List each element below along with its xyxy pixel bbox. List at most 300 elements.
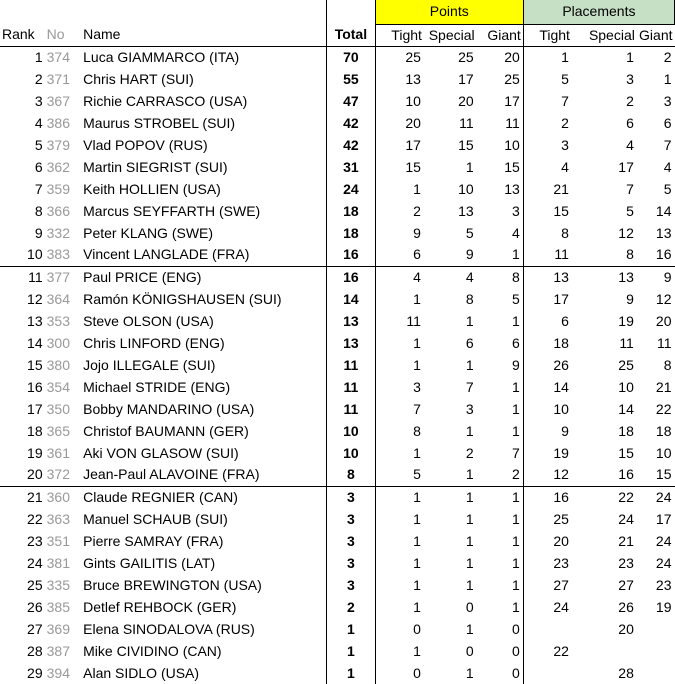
points-tight-cell: 3 (413, 378, 421, 395)
placements-tight-cell: 18 (553, 334, 569, 351)
results-body (0, 46, 675, 684)
total-cell: 2 (327, 596, 376, 618)
total-cell: 31 (327, 156, 376, 178)
placements-special-cell: 9 (626, 290, 634, 307)
placements-special-cell: 3 (626, 70, 634, 87)
table-row (0, 574, 675, 596)
placements-group-header: Placements (523, 0, 674, 24)
placements-special-cell: 27 (618, 576, 634, 593)
rank-cell: 3 (34, 92, 43, 109)
points-giant-cell: 1 (477, 398, 524, 420)
points-special-cell: 15 (458, 136, 474, 153)
total-cell: 1 (327, 618, 376, 640)
placements-special-cell: 1 (626, 48, 634, 65)
total-cell: 70 (327, 46, 376, 68)
table-row (0, 156, 675, 178)
placements-tight-cell: 26 (553, 356, 569, 373)
points-tight-cell: 1 (413, 356, 421, 373)
points-special-cell: 6 (465, 334, 474, 351)
total-cell: 3 (327, 530, 376, 552)
placements-special-cell: 22 (618, 488, 634, 505)
placements-giant-cell: 24 (655, 488, 672, 505)
table-row (0, 596, 675, 618)
points-special-cell: 17 (458, 70, 474, 87)
name-cell: Bobby MANDARINO (USA) (83, 400, 255, 417)
points-giant-cell: 6 (477, 332, 524, 354)
name-cell: Bruce BREWINGTON (USA) (83, 576, 262, 593)
name-cell: Michael STRIDE (ENG) (83, 378, 231, 395)
points-special-cell: 10 (458, 180, 474, 197)
total-cell: 11 (327, 398, 376, 420)
points-special-cell: 1 (465, 158, 474, 175)
placements-special-cell: 24 (618, 510, 634, 527)
name-cell: Maurus STROBEL (SUI) (83, 114, 236, 131)
no-cell: 374 (46, 48, 70, 65)
rank-cell: 17 (27, 400, 43, 417)
placements-special-header: Special (572, 24, 637, 46)
name-cell: Vincent LANGLADE (FRA) (81, 244, 326, 266)
placements-giant-cell: 13 (655, 224, 672, 241)
name-cell: Gints GAILITIS (LAT) (83, 554, 216, 571)
points-special-cell: 13 (458, 202, 474, 219)
points-special-cell: 0 (465, 598, 474, 615)
points-special-cell: 1 (465, 510, 474, 527)
placements-giant-cell: 3 (663, 92, 672, 109)
placements-special-cell (572, 640, 637, 662)
points-tight-cell: 25 (405, 48, 421, 65)
table-row (0, 354, 675, 376)
no-cell: 362 (46, 158, 70, 175)
total-cell: 8 (327, 464, 376, 486)
total-cell: 3 (327, 552, 376, 574)
no-cell: 387 (46, 642, 70, 659)
table-row (0, 376, 675, 398)
name-cell: Manuel SCHAUB (SUI) (83, 510, 228, 527)
total-cell: 13 (327, 310, 376, 332)
name-cell: Jean-Paul ALAVOINE (FRA) (81, 464, 326, 486)
placements-tight-cell: 5 (561, 70, 569, 87)
placements-special-cell: 17 (618, 158, 634, 175)
rank-cell: 6 (34, 158, 43, 175)
placements-giant-cell: 9 (663, 268, 672, 285)
total-header: Total (327, 24, 376, 46)
placements-special-cell: 2 (626, 92, 634, 109)
name-cell: Steve OLSON (USA) (83, 312, 214, 329)
rank-cell: 25 (27, 576, 43, 593)
rank-cell: 1 (34, 48, 43, 65)
name-cell: Alan SIDLO (USA) (83, 664, 200, 681)
points-tight-cell: 13 (405, 70, 421, 87)
points-tight-cell: 11 (406, 312, 421, 329)
points-tight-cell: 5 (375, 464, 424, 486)
points-giant-cell: 15 (477, 156, 524, 178)
placements-tight-header: Tight (523, 24, 572, 46)
points-tight-cell: 1 (413, 334, 421, 351)
rank-cell: 20 (0, 464, 45, 486)
points-special-cell: 25 (458, 48, 474, 65)
placements-giant-cell: 24 (655, 532, 672, 549)
placements-tight-cell: 14 (553, 378, 569, 395)
table-row (0, 244, 675, 266)
no-cell: 394 (46, 664, 70, 681)
points-tight-cell: 1 (413, 290, 421, 307)
table-row (0, 46, 675, 68)
total-cell: 47 (327, 90, 376, 112)
table-row (0, 442, 675, 464)
placements-tight-cell: 7 (561, 92, 569, 109)
placements-tight-cell: 21 (553, 180, 569, 197)
no-cell: 367 (46, 92, 70, 109)
total-cell: 3 (327, 574, 376, 596)
points-giant-cell: 5 (477, 288, 524, 310)
name-cell: Luca GIAMMARCO (ITA) (83, 48, 240, 65)
placements-special-cell: 25 (618, 356, 634, 373)
rank-cell: 27 (27, 620, 43, 637)
rank-cell: 13 (27, 312, 43, 329)
points-tight-cell: 1 (413, 532, 421, 549)
name-cell: Aki VON GLASOW (SUI) (83, 444, 239, 461)
points-giant-cell: 2 (477, 464, 524, 486)
placements-giant-cell: 8 (663, 356, 672, 373)
no-cell: 360 (46, 488, 70, 505)
placements-tight-cell: 25 (553, 510, 569, 527)
table-row (0, 486, 675, 508)
points-giant-cell: 1 (477, 244, 524, 266)
placements-giant-cell: 21 (655, 378, 672, 395)
points-giant-cell: 0 (477, 662, 524, 684)
points-giant-cell: 1 (477, 596, 524, 618)
points-special-cell: 3 (465, 400, 474, 417)
total-cell: 16 (327, 266, 376, 288)
rank-cell: 18 (27, 422, 43, 439)
placements-giant-cell: 18 (655, 422, 672, 439)
points-giant-cell: 17 (477, 90, 524, 112)
total-cell: 14 (327, 288, 376, 310)
no-cell: 371 (46, 70, 70, 87)
points-giant-cell: 20 (477, 46, 524, 68)
no-cell: 380 (46, 356, 70, 373)
no-cell: 350 (46, 400, 70, 417)
no-cell: 351 (46, 532, 70, 549)
points-special-cell: 9 (424, 244, 477, 266)
placements-tight-cell: 3 (561, 136, 569, 153)
rank-cell: 8 (34, 202, 43, 219)
name-cell: Martin SIEGRIST (SUI) (83, 158, 228, 175)
rank-cell: 26 (27, 598, 43, 615)
no-cell: 372 (45, 464, 82, 486)
table-row (0, 68, 675, 90)
no-cell: 381 (46, 554, 70, 571)
name-cell: Paul PRICE (ENG) (83, 268, 202, 285)
name-cell: Richie CARRASCO (USA) (83, 92, 248, 109)
rank-cell: 5 (34, 136, 43, 153)
points-tight-cell: 7 (413, 400, 421, 417)
table-row (0, 134, 675, 156)
name-cell: Chris HART (SUI) (83, 70, 194, 87)
total-cell: 11 (327, 376, 376, 398)
table-row (0, 618, 675, 640)
table-row (0, 662, 675, 684)
points-special-cell: 1 (465, 664, 474, 681)
total-cell: 1 (327, 640, 376, 662)
table-row (0, 288, 675, 310)
points-special-cell: 0 (465, 642, 474, 659)
rank-cell: 29 (27, 664, 43, 681)
placements-tight-cell: 17 (553, 290, 569, 307)
placements-tight-cell: 27 (553, 576, 569, 593)
name-cell: Mike CIVIDINO (CAN) (83, 642, 222, 659)
points-special-cell: 1 (465, 576, 474, 593)
placements-tight-cell: 15 (553, 202, 569, 219)
table-row (0, 530, 675, 552)
points-special-cell: 4 (465, 268, 474, 285)
rank-cell: 12 (27, 290, 43, 307)
points-giant-cell: 1 (477, 508, 524, 530)
total-cell: 24 (327, 178, 376, 200)
points-tight-cell: 1 (413, 488, 421, 505)
points-giant-cell: 1 (477, 420, 524, 442)
placements-special-cell: 14 (618, 400, 634, 417)
points-giant-cell: 13 (477, 178, 524, 200)
name-cell: Ramón KÖNIGSHAUSEN (SUI) (83, 290, 282, 307)
table-row (0, 398, 675, 420)
no-cell: 332 (46, 224, 70, 241)
table-row (0, 222, 675, 244)
table-row (0, 178, 675, 200)
table-row (0, 552, 675, 574)
rank-cell: 4 (34, 114, 43, 131)
name-cell: Vlad POPOV (RUS) (83, 136, 208, 153)
placements-special-cell: 15 (618, 444, 634, 461)
placements-giant-cell: 22 (655, 400, 672, 417)
placements-giant-cell: 11 (656, 334, 672, 351)
placements-giant-cell: 20 (655, 312, 672, 329)
points-tight-cell: 6 (375, 244, 424, 266)
total-cell: 42 (327, 112, 376, 134)
placements-tight-cell: 4 (561, 158, 569, 175)
points-tight-cell: 0 (413, 664, 421, 681)
rank-cell: 15 (27, 356, 43, 373)
points-giant-cell: 1 (477, 552, 524, 574)
rank-cell: 19 (27, 444, 43, 461)
points-group-header: Points (375, 0, 523, 24)
points-giant-cell: 1 (477, 376, 524, 398)
placements-giant-cell: 10 (655, 444, 672, 461)
name-cell: Jojo ILLEGALE (SUI) (83, 356, 216, 373)
points-giant-cell: 1 (477, 530, 524, 552)
points-special-cell: 1 (465, 356, 474, 373)
points-special-cell: 7 (465, 378, 474, 395)
no-cell: 385 (46, 598, 70, 615)
placements-giant-cell: 19 (655, 598, 672, 615)
table-row (0, 200, 675, 222)
name-cell: Detlef REHBOCK (GER) (83, 598, 237, 615)
placements-giant-cell: 1 (663, 70, 672, 87)
rank-cell: 7 (34, 180, 43, 197)
points-giant-cell: 1 (477, 486, 524, 508)
placements-special-cell: 16 (572, 464, 637, 486)
table-row (0, 266, 675, 288)
placements-giant-cell: 24 (655, 554, 672, 571)
placements-giant-cell: 5 (663, 180, 672, 197)
name-cell: Chris LINFORD (ENG) (83, 334, 225, 351)
points-special-cell: 20 (458, 92, 474, 109)
no-cell: 361 (46, 444, 70, 461)
placements-special-cell: 19 (618, 312, 634, 329)
total-cell: 10 (327, 420, 376, 442)
total-cell: 3 (327, 508, 376, 530)
placements-special-cell: 21 (618, 532, 634, 549)
placements-tight-cell: 6 (561, 312, 569, 329)
points-giant-cell: 9 (477, 354, 524, 376)
placements-special-cell: 26 (618, 598, 634, 615)
points-tight-cell: 15 (405, 158, 421, 175)
points-tight-cell: 1 (413, 510, 421, 527)
points-tight-cell: 17 (405, 136, 421, 153)
points-special-cell: 1 (465, 554, 474, 571)
rank-cell: 16 (27, 378, 43, 395)
name-cell: Christof BAUMANN (GER) (83, 422, 249, 439)
no-cell: 365 (46, 422, 70, 439)
placements-giant-cell: 17 (655, 510, 672, 527)
placements-tight-cell: 11 (523, 244, 572, 266)
points-special-cell: 8 (465, 290, 474, 307)
points-tight-header: Tight (375, 24, 424, 46)
points-special-cell: 1 (465, 532, 474, 549)
table-row (0, 332, 675, 354)
no-cell: 377 (46, 268, 70, 285)
points-giant-cell: 10 (477, 134, 524, 156)
rank-cell: 23 (27, 532, 43, 549)
points-special-cell: 2 (465, 444, 474, 461)
placements-tight-cell: 24 (553, 598, 569, 615)
placements-special-cell: 20 (618, 620, 634, 637)
placements-giant-header: Giant (637, 24, 675, 46)
points-giant-cell: 4 (477, 222, 524, 244)
points-tight-cell: 4 (413, 268, 421, 285)
placements-tight-cell: 8 (561, 224, 569, 241)
rank-cell: 2 (34, 70, 43, 87)
table-row (0, 420, 675, 442)
placements-special-cell: 10 (618, 378, 634, 395)
points-tight-cell: 8 (413, 422, 421, 439)
points-special-header: Special (424, 24, 477, 46)
placements-tight-cell: 23 (553, 554, 569, 571)
placements-special-cell: 13 (618, 268, 634, 285)
name-cell: Marcus SEYFFARTH (SWE) (83, 202, 261, 219)
table-row (0, 112, 675, 134)
no-cell: 369 (46, 620, 70, 637)
table-row (0, 508, 675, 530)
rank-cell: 11 (28, 268, 43, 285)
placements-giant-cell: 15 (637, 464, 675, 486)
rank-cell: 10 (0, 244, 45, 266)
points-giant-cell: 7 (477, 442, 524, 464)
placements-tight-cell: 2 (561, 114, 569, 131)
name-cell: Peter KLANG (SWE) (83, 224, 214, 241)
placements-special-cell: 28 (618, 664, 634, 681)
placements-special-cell: 5 (626, 202, 634, 219)
rank-cell: 21 (27, 488, 43, 505)
total-cell: 18 (327, 222, 376, 244)
total-cell: 55 (327, 68, 376, 90)
placements-tight-cell: 20 (553, 532, 569, 549)
points-special-cell: 1 (465, 488, 474, 505)
points-giant-cell: 11 (477, 112, 524, 134)
placements-tight-cell: 16 (553, 488, 569, 505)
no-cell: 363 (46, 510, 70, 527)
group-header-row (0, 0, 675, 24)
name-cell: Pierre SAMRAY (FRA) (83, 532, 224, 549)
no-cell: 386 (46, 114, 70, 131)
points-special-cell: 1 (424, 464, 477, 486)
placements-giant-cell: 6 (663, 114, 672, 131)
no-cell: 359 (46, 180, 70, 197)
placements-special-cell: 4 (626, 136, 634, 153)
name-header: Name (81, 24, 326, 46)
placements-special-cell: 11 (619, 334, 634, 351)
rank-cell: 24 (27, 554, 43, 571)
no-cell: 383 (45, 244, 82, 266)
placements-tight-cell: 1 (561, 48, 569, 65)
no-cell: 364 (46, 290, 70, 307)
name-cell: Keith HOLLIEN (USA) (83, 180, 221, 197)
table-row (0, 464, 675, 486)
placements-giant-cell: 23 (655, 576, 672, 593)
points-giant-cell: 8 (477, 266, 524, 288)
rank-cell: 14 (27, 334, 43, 351)
placements-giant-cell: 16 (637, 244, 675, 266)
rank-cell: 9 (34, 224, 43, 241)
points-tight-cell: 1 (413, 554, 421, 571)
placements-tight-cell: 10 (553, 400, 569, 417)
rank-header: Rank (0, 24, 45, 46)
points-tight-cell: 1 (413, 576, 421, 593)
points-special-cell: 5 (465, 224, 474, 241)
points-special-cell: 11 (459, 114, 474, 131)
points-giant-cell: 1 (477, 310, 524, 332)
total-cell: 13 (327, 332, 376, 354)
points-giant-cell: 25 (477, 68, 524, 90)
placements-tight-cell: 13 (553, 268, 569, 285)
points-tight-cell: 10 (405, 92, 421, 109)
total-cell: 11 (327, 354, 376, 376)
placements-giant-cell: 4 (663, 158, 672, 175)
points-tight-cell: 1 (413, 598, 421, 615)
rank-cell: 28 (27, 642, 43, 659)
points-giant-header: Giant (477, 24, 524, 46)
total-cell: 18 (327, 200, 376, 222)
points-giant-cell: 0 (477, 640, 524, 662)
total-cell: 10 (327, 442, 376, 464)
placements-tight-cell: 9 (561, 422, 569, 439)
points-tight-cell: 1 (413, 180, 421, 197)
placements-special-cell: 8 (572, 244, 637, 266)
no-cell: 354 (46, 378, 70, 395)
placements-tight-cell (523, 662, 572, 684)
placements-giant-cell: 14 (655, 202, 672, 219)
total-cell: 1 (327, 662, 376, 684)
points-tight-cell: 9 (413, 224, 421, 241)
no-cell: 353 (46, 312, 70, 329)
table-row (0, 90, 675, 112)
placements-giant-cell (637, 640, 675, 662)
points-special-cell: 1 (465, 422, 474, 439)
rank-cell: 22 (27, 510, 43, 527)
placements-giant-cell: 2 (663, 48, 672, 65)
placements-special-cell: 23 (618, 554, 634, 571)
points-giant-cell: 0 (477, 618, 524, 640)
